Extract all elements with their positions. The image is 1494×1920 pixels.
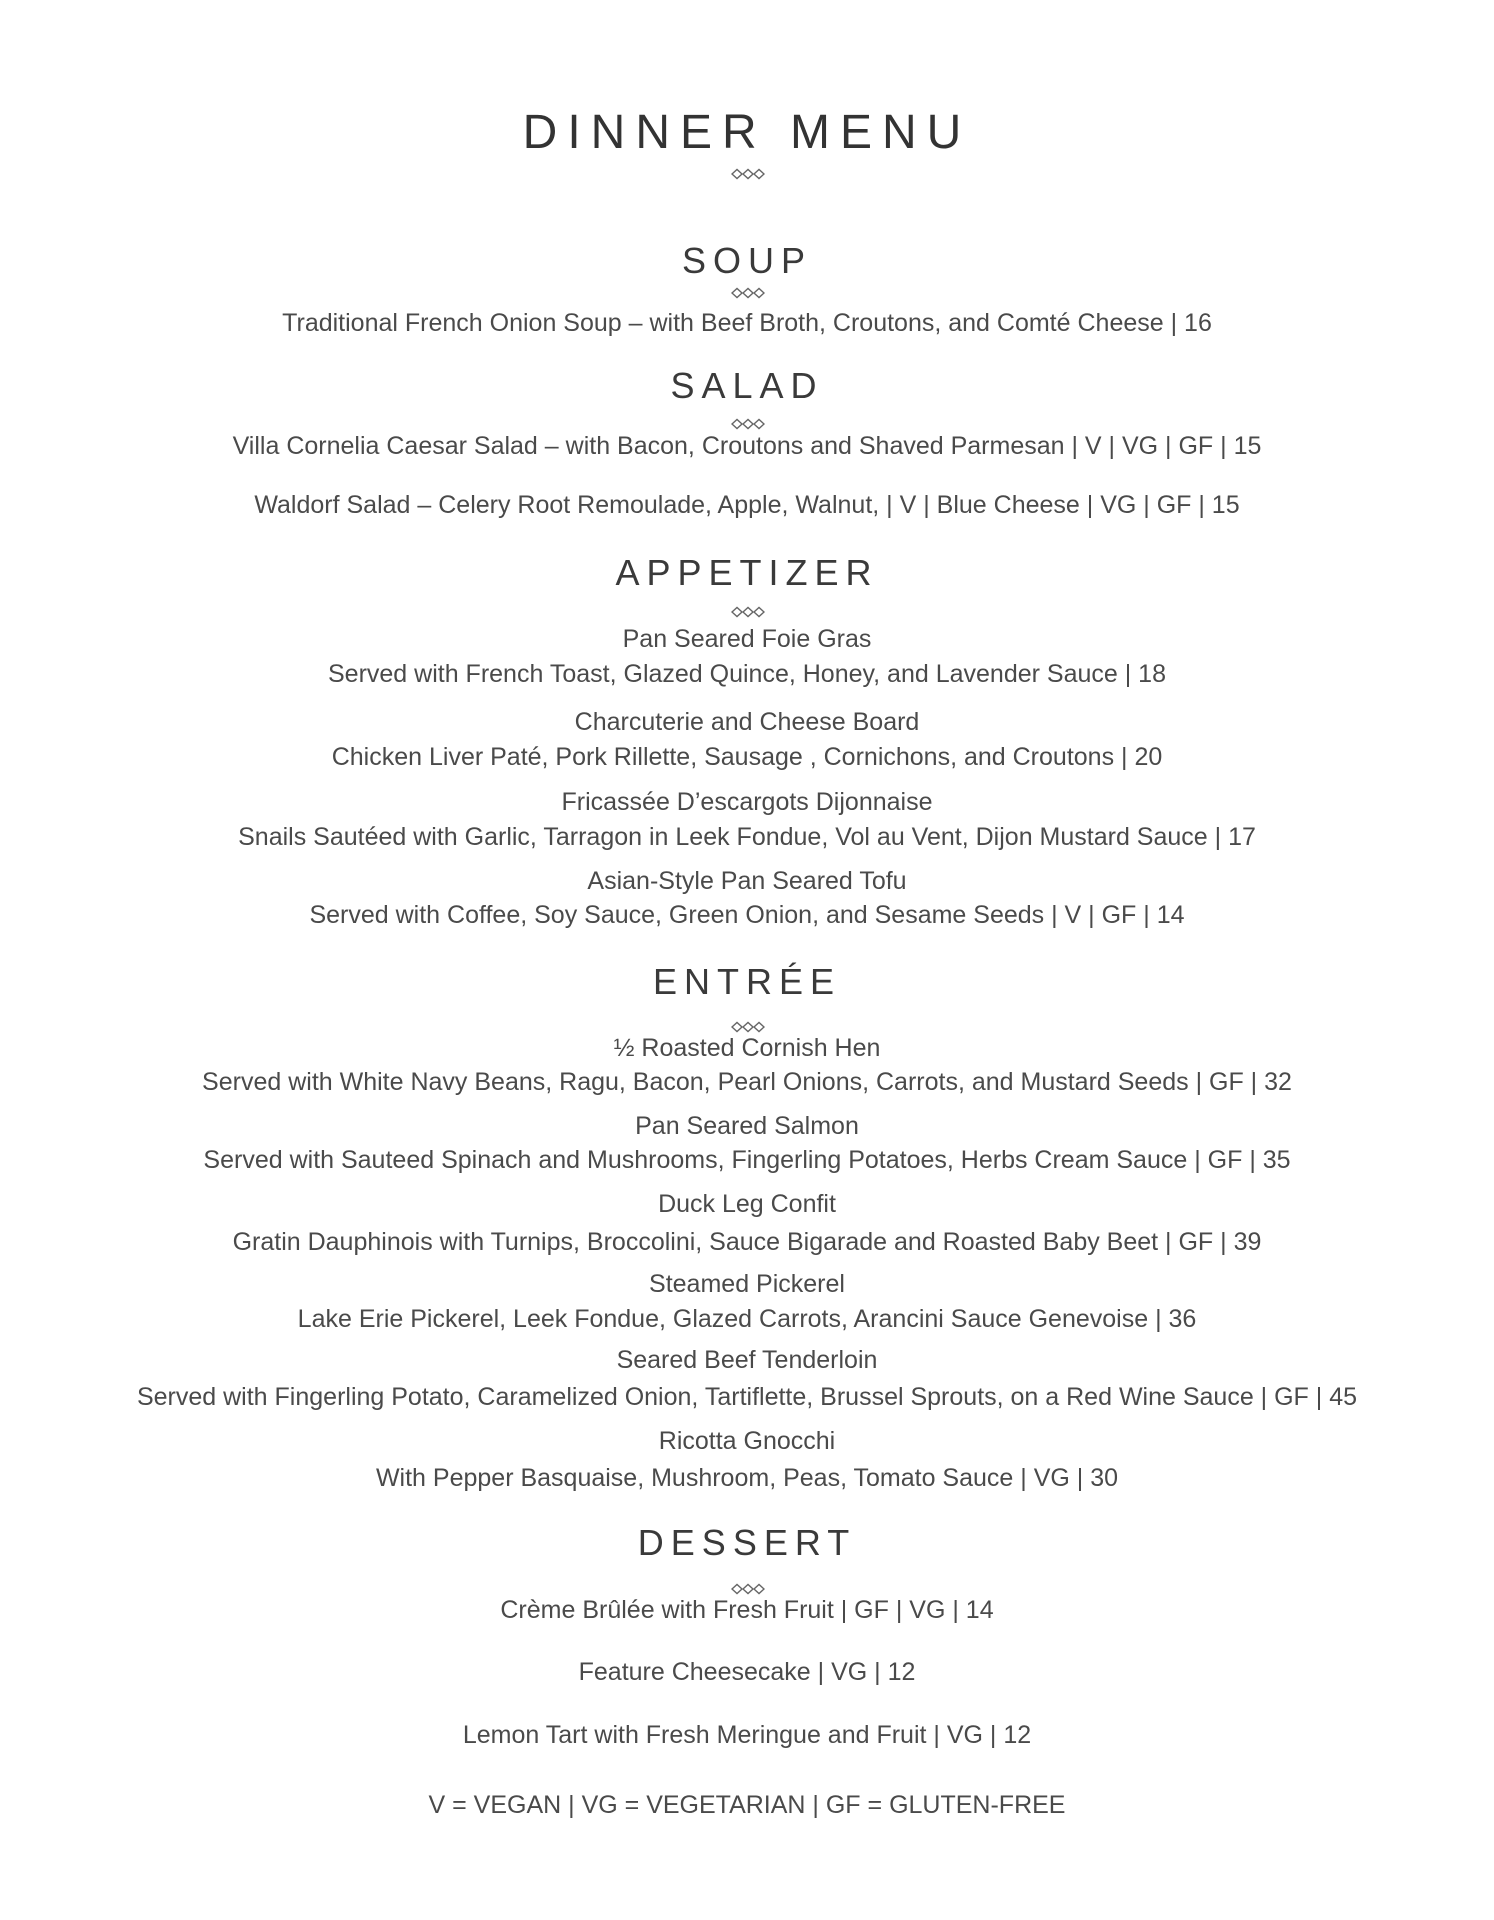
menu-item-dessert: Feature Cheesecake | VG | 12: [578, 1658, 916, 1686]
menu-item-description: Gratin Dauphinois with Turnips, Broccolini, Sauce Bigarade and Roasted Baby Beet | GF | 39: [232, 1228, 1262, 1256]
menu-item-name: Asian-Style Pan Seared Tofu: [587, 867, 907, 895]
menu-item-description: Served with Fingerling Potato, Caramelized Onion, Tartiflette, Brussel Sprouts, on a Red Wine Sauce | GF | 45: [136, 1383, 1358, 1411]
diamond-trio-ornament-icon: [731, 168, 765, 180]
section-heading-entree: ENTRÉE: [652, 961, 842, 1002]
menu-item-salad: Waldorf Salad – Celery Root Remoulade, Apple, Walnut, | V | Blue Cheese | VG | GF | 15: [254, 491, 1240, 519]
menu-item-description: Served with French Toast, Glazed Quince, Honey, and Lavender Sauce | 18: [327, 660, 1166, 688]
menu-item-description: Served with Sauteed Spinach and Mushrooms, Fingerling Potatoes, Herbs Cream Sauce | GF | 35: [203, 1146, 1291, 1174]
menu-item-soup: Traditional French Onion Soup – with Beef Broth, Croutons, and Comté Cheese | 16: [282, 309, 1212, 337]
menu-item-name: Pan Seared Foie Gras: [622, 625, 872, 653]
section-heading-salad: SALAD: [670, 365, 824, 406]
menu-item-name: Fricassée D’escargots Dijonnaise: [561, 788, 933, 816]
section-heading-appetizer: APPETIZER: [615, 552, 879, 593]
menu-item-name: Duck Leg Confit: [658, 1190, 836, 1218]
page-title: DINNER MENU: [522, 106, 972, 159]
menu-item-name: Steamed Pickerel: [649, 1270, 845, 1298]
menu-item-description: Served with Coffee, Soy Sauce, Green Onion, and Sesame Seeds | V | GF | 14: [309, 901, 1185, 929]
menu-item-salad: Villa Cornelia Caesar Salad – with Bacon, Croutons and Shaved Parmesan | V | VG | GF | 15: [232, 432, 1262, 460]
menu-item-description: Served with White Navy Beans, Ragu, Bacon, Pearl Onions, Carrots, and Mustard Seeds | GF | 32: [202, 1068, 1292, 1096]
diamond-trio-ornament-icon: [731, 287, 765, 299]
menu-item-name: Ricotta Gnocchi: [658, 1427, 836, 1455]
menu-item-name: ½ Roasted Cornish Hen: [613, 1034, 881, 1062]
menu-item-dessert: Lemon Tart with Fresh Meringue and Fruit | VG | 12: [462, 1721, 1032, 1749]
menu-item-dessert: Crème Brûlée with Fresh Fruit | GF | VG | 14: [500, 1596, 994, 1624]
menu-item-name: Pan Seared Salmon: [635, 1112, 859, 1140]
menu-item-description: Lake Erie Pickerel, Leek Fondue, Glazed Carrots, Arancini Sauce Genevoise | 36: [297, 1305, 1197, 1333]
menu-item-name: Charcuterie and Cheese Board: [574, 708, 920, 736]
dietary-legend: V = VEGAN | VG = VEGETARIAN | GF = GLUTEN-FREE: [428, 1791, 1066, 1819]
section-heading-soup: SOUP: [681, 240, 813, 281]
menu-item-description: Snails Sautéed with Garlic, Tarragon in Leek Fondue, Vol au Vent, Dijon Mustard Sauce | 17: [238, 823, 1256, 851]
menu-item-description: Chicken Liver Paté, Pork Rillette, Sausage , Cornichons, and Croutons | 20: [331, 743, 1163, 771]
diamond-trio-ornament-icon: [731, 606, 765, 618]
menu-item-name: Seared Beef Tenderloin: [616, 1346, 878, 1374]
section-heading-dessert: DESSERT: [637, 1522, 857, 1563]
menu-item-description: With Pepper Basquaise, Mushroom, Peas, Tomato Sauce | VG | 30: [375, 1464, 1119, 1492]
